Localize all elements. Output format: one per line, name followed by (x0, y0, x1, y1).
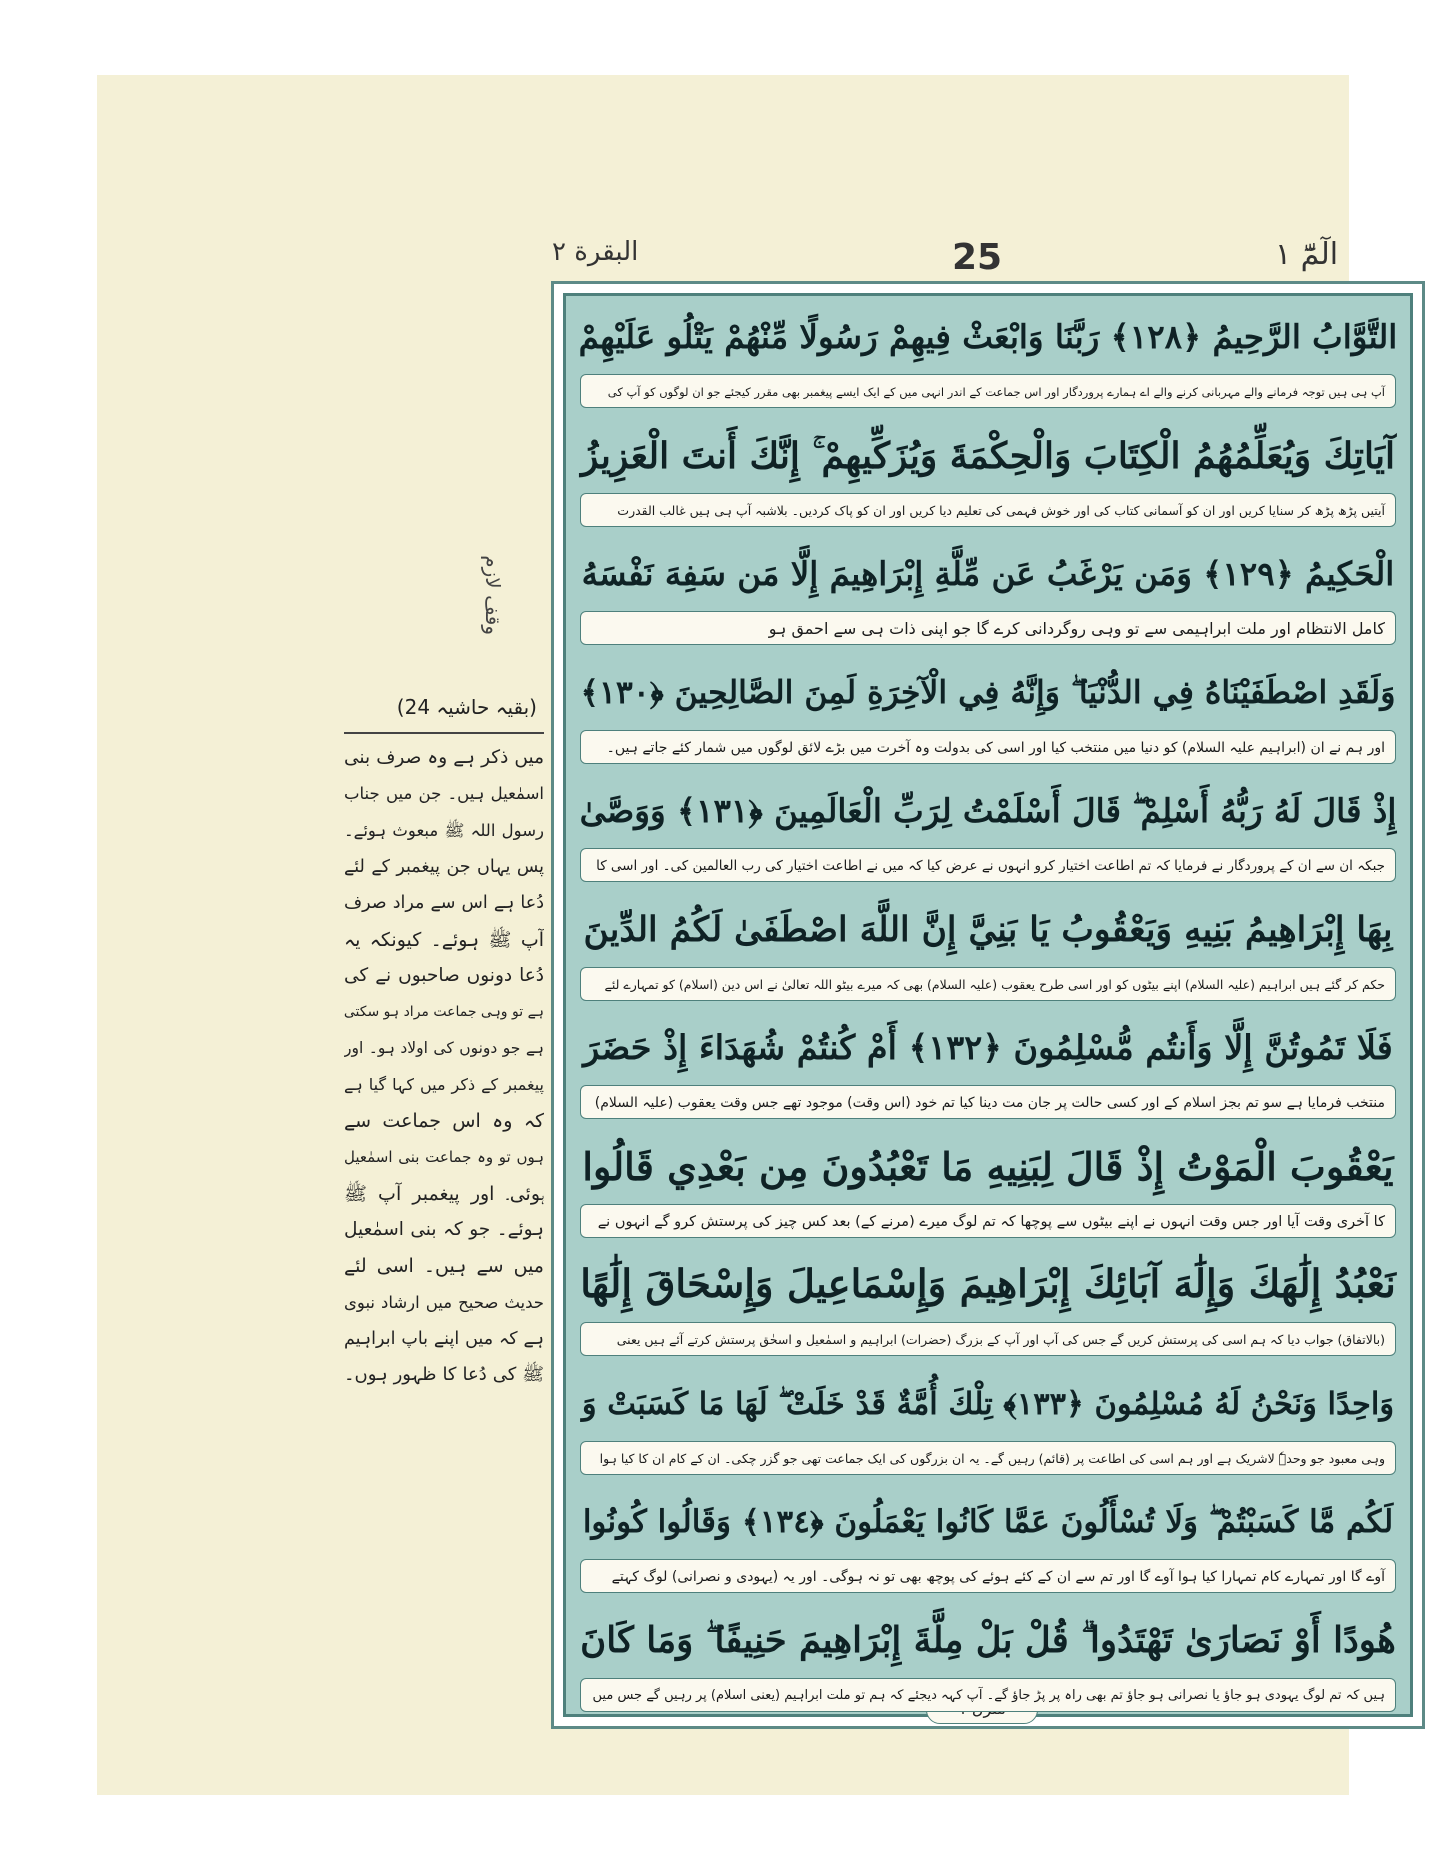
arabic-verse-line: هُودًا أَوْ نَصَارَىٰ تَهْتَدُوا ۗ قُلْ بَلْ مِلَّةَ إِبْرَاهِيمَ حَنِيفًا ۖ وَمَا كَانَ (580, 1619, 1396, 1661)
footnote-line: حدیث صحیح میں ارشاد نبوی (344, 1292, 544, 1312)
footnote-line: ہے کہ میں اپنے باپ ابراہیم (344, 1328, 544, 1349)
juz-title: الٓمّٓ ١ (1275, 237, 1339, 272)
urdu-translation-line: کامل الانتظام اور ملت ابراہیمی سے تو وہی روگردانی کرے گا جو اپنی ذات ہی سے احمق ہو (580, 611, 1396, 645)
urdu-translation-line: منتخب فرمایا ہے سو تم بجز اسلام کے اور کسی حالت پر جان مت دینا کیا تم خود (اس وقت) موجود تھے جس وقت یعقوب (علیہ السلام) (580, 1085, 1396, 1119)
arabic-verse-line: لَكُم مَّا كَسَبْتُمْ ۖ وَلَا تُسْأَلُونَ عَمَّا كَانُوا يَعْمَلُونَ ﴿١٣٤﴾ وَقَالُوا كُونُوا (582, 1504, 1394, 1540)
urdu-translation-line: آپ ہی ہیں توجہ فرمانے والے مہربانی کرنے والے اے ہمارے پروردگار اور اس جماعت کے اندر انہی میں کے ایک ایسے پیغمبر بھی مقرر کیجئے جو ان لوگوں کو آپ کی (580, 374, 1396, 408)
urdu-translation-line: اور ہم نے ان (ابراہیم علیہ السلام) کو دنیا میں منتخب کیا اور اسی کی بدولت وہ آخرت میں بڑے لائق لوگوں میں شمار کئے جاتے ہیں۔ (580, 730, 1396, 764)
footnote-line: ﷺ کی دُعا کا ظہور ہوں۔ (344, 1364, 544, 1386)
arabic-verse-line: الْحَكِيمُ ﴿١٢٩﴾ وَمَن يَرْغَبُ عَن مِّلَّةِ إِبْرَاهِيمَ إِلَّا مَن سَفِهَ نَفْسَهُ (581, 554, 1395, 593)
urdu-translation-line: کا آخری وقت آیا اور جس وقت انہوں نے اپنے بیٹوں سے پوچھا کہ تم لوگ میرے (مرنے کے) بعد کس چیز کی پرستش کرو گے انہوں نے (580, 1204, 1396, 1238)
arabic-verse-line: وَاحِدًا وَنَحْنُ لَهُ مُسْلِمُونَ ﴿١٣٣﴾ تِلْكَ أُمَّةٌ قَدْ خَلَتْ ۖ لَهَا مَا كَسَبَتْ وَ (581, 1385, 1395, 1422)
arabic-verse-line: يَعْقُوبَ الْمَوْتُ إِذْ قَالَ لِبَنِيهِ مَا تَعْبُدُونَ مِن بَعْدِي قَالُوا (582, 1143, 1394, 1189)
footnote-line: کہ وہ اس جماعت سے (344, 1110, 544, 1132)
arabic-verse-line: وَلَقَدِ اصْطَفَيْنَاهُ فِي الدُّنْيَا ۖ وَإِنَّهُ فِي الْآخِرَةِ لَمِنَ الصَّالِحِينَ ﴿١٣٠﴾ (580, 673, 1396, 711)
footnote-title: (بقیہ حاشیہ 24) (396, 695, 537, 719)
mushaf-page (97, 75, 1398, 1795)
urdu-translation-line: ہیں کہ تم لوگ یہودی ہو جاؤ یا نصرانی ہو جاؤ تم بھی راہ پر پڑ جاؤ گے۔ آپ کہہ دیجئے کہ ہم تو ملت ابراہیم (یعنی اسلام) پر رہیں گے جس میں (580, 1678, 1396, 1712)
arabic-verse-line: بِهَا إِبْرَاهِيمُ بَنِيهِ وَيَعْقُوبُ يَا بَنِيَّ إِنَّ اللَّهَ اصْطَفَىٰ لَكُمُ الدِّينَ (583, 909, 1393, 950)
footnote-line: آپ ﷺ ہوئے۔ کیونکہ یہ (344, 928, 544, 951)
footnote-line: ہوں تو وہ جماعت بنی اسمٰعیل (344, 1148, 544, 1167)
footnote-line: دُعا ہے اس سے مراد صرف (344, 893, 544, 914)
arabic-verse-line: نَعْبُدُ إِلَٰهَكَ وَإِلَٰهَ آبَائِكَ إِبْرَاهِيمَ وَإِسْمَاعِيلَ وَإِسْحَاقَ إِلَٰهًا (580, 1262, 1396, 1307)
footnote-line: رسول اللہ ﷺ مبعوث ہوئے۔ (344, 820, 544, 840)
footnote-line: ہوئے۔ جو کہ بنی اسمٰعیل (344, 1218, 544, 1240)
arabic-verse-line: التَّوَّابُ الرَّحِيمُ ﴿١٢٨﴾ رَبَّنَا وَابْعَثْ فِيهِمْ رَسُولًا مِّنْهُمْ يَتْلُو عَلَيْهِمْ (578, 317, 1398, 356)
footnote-line: میں ذکر ہے وہ صرف بنی (344, 747, 544, 768)
footnote-line: ہے جو دونوں کی اولاد ہو۔ اور (344, 1039, 544, 1058)
verse-area (563, 293, 1413, 1717)
footnote-line: دُعا دونوں صاحبوں نے کی (344, 964, 544, 986)
waqf-note: وقف لازم (481, 555, 505, 635)
footnote-divider (344, 732, 544, 734)
verse-frame (551, 281, 1425, 1729)
arabic-verse-line: آيَاتِكَ وَيُعَلِّمُهُمُ الْكِتَابَ وَالْحِكْمَةَ وَيُزَكِّيهِمْ ۚ إِنَّكَ أَنتَ الْعَزِيزُ (581, 434, 1395, 477)
footnote-line: ہوئی۔ اور پیغمبر آپ ﷺ (344, 1182, 544, 1205)
footnote-line: پیغمبر کے ذکر میں کہا گیا ہے (344, 1074, 544, 1094)
footnote-line: میں سے ہیں۔ اسی لئے (344, 1255, 544, 1278)
arabic-verse-line: فَلَا تَمُوتُنَّ إِلَّا وَأَنتُم مُّسْلِمُونَ ﴿١٣٢﴾ أَمْ كُنتُمْ شُهَدَاءَ إِذْ حَضَرَ (583, 1028, 1393, 1067)
urdu-translation-line: وہی معبود جو وحدہٗ لاشریک ہے اور ہم اسی کی اطاعت پر (قائم) رہیں گے۔ یہ ان بزرگوں کی ایک جماعت تھی جو گزر چکی۔ ان کے کام ان کا کیا ہوا (580, 1441, 1396, 1475)
footnote-line: اسمٰعیل ہیں۔ جن میں جناب (344, 784, 544, 804)
urdu-translation-line: جبکہ ان سے ان کے پروردگار نے فرمایا کہ تم اطاعت اختیار کرو انہوں نے عرض کیا کہ میں نے اطاعت اختیار کی رب العالمین کی۔ اور اسی کا (580, 848, 1396, 882)
surah-title: البقرة ٢ (552, 237, 639, 267)
urdu-translation-line: (بالاتفاق) جواب دیا کہ ہم اسی کی پرستش کریں گے جس کی آپ اور آپ کے بزرگ (حضرات) ابراہیم و اسمٰعیل و اسحٰق پرستش کرتے آئے ہیں یعنی (580, 1322, 1396, 1356)
footnote-line: پس یہاں جن پیغمبر کے لئے (344, 856, 544, 877)
arabic-verse-line: إِذْ قَالَ لَهُ رَبُّهُ أَسْلِمْ ۖ قَالَ أَسْلَمْتُ لِرَبِّ الْعَالَمِينَ ﴿١٣١﴾ وَوَصَّىٰ (579, 791, 1397, 830)
page-number: 25 (952, 237, 1003, 278)
footnote-line: ہے تو وہی جماعت مراد ہو سکتی (344, 1004, 544, 1021)
urdu-translation-line: حکم کر گئے ہیں ابراہیم (علیہ السلام) اپنے بیٹوں کو اور اسی طرح یعقوب (علیہ السلام) بھی کہ میرے بیٹو اللہ تعالیٰ نے اس دین (اسلام) کو تمہارے لئے (580, 967, 1396, 1001)
urdu-translation-line: آیتیں پڑھ پڑھ کر سنایا کریں اور ان کو آسمانی کتاب کی اور خوش فہمی کی تعلیم دیا کریں اور ان کو پاک کردیں۔ بلاشبہ آپ ہی ہیں غالب القدرت (580, 493, 1396, 527)
urdu-translation-line: آوے گا اور تمہارے کام تمہارا کیا ہوا آوے گا اور تم سے ان کے کئے ہوئے کی پوچھ بھی تو نہ ہوگی۔ اور یہ (یہودی و نصرانی) لوگ کہتے (580, 1559, 1396, 1593)
